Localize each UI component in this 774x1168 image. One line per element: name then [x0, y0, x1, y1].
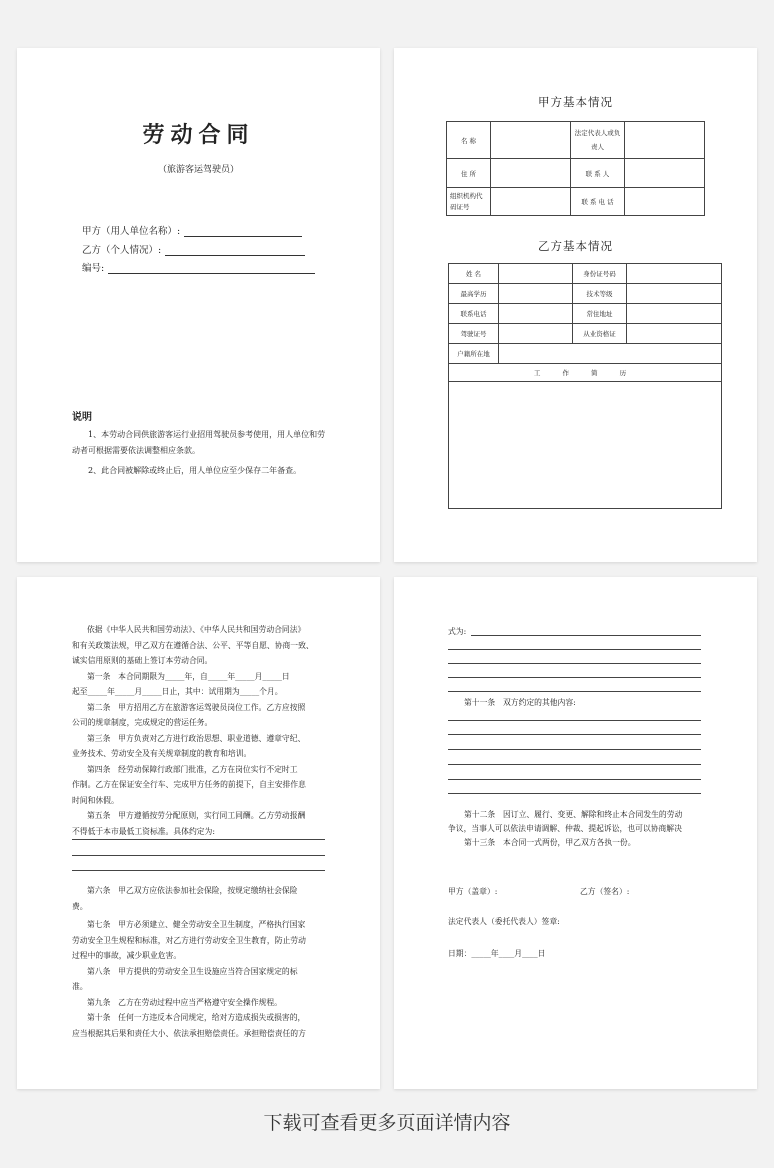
body-line: 作制。乙方在保证安全行车、完成甲方任务的前提下，自主安排作息: [72, 780, 306, 789]
body-line: 劳动安全卫生规程和标准，对乙方进行劳动安全卫生教育，防止劳动: [72, 936, 306, 945]
table-row: [449, 304, 722, 324]
blank-line: [72, 839, 325, 840]
table-cell: 技术等级: [573, 284, 627, 304]
contract-subtitle: （旅游客运驾驶员）: [157, 165, 239, 175]
blank-line: [448, 734, 701, 735]
table-row: [447, 159, 705, 188]
body-line: 公司的规章制度，完成规定的营运任务。: [72, 718, 213, 727]
table-cell: [625, 122, 705, 159]
blank-line: [448, 663, 701, 664]
body-line: 第三条 甲方负责对乙方进行政治思想、职业道德、遵章守纪、: [87, 734, 306, 743]
sign-date: 日期：_____年____月____日: [448, 949, 546, 958]
blank-line: [72, 870, 325, 871]
table-cell: [627, 304, 722, 324]
body-line: 起至_____年_____月_____日止，其中：试用期为_____个月。: [72, 687, 283, 696]
article-11: 第十一条 双方约定的其他内容:: [464, 698, 576, 707]
blank-line: [165, 245, 305, 256]
article-12-cont: 争议，当事人可以依法申请调解、仲裁、提起诉讼，也可以协商解决: [448, 824, 682, 833]
article-13: 第十三条 本合同一式两份，甲乙双方各执一份。: [464, 838, 636, 847]
blank-line: [448, 649, 701, 650]
blank-line: [448, 779, 701, 780]
body-line: 第六条 甲乙双方应依法参加社会保险，按规定缴纳社会保险: [87, 886, 298, 895]
body-line: 第十条 任何一方违反本合同规定，给对方造成损失或损害的，: [87, 1013, 306, 1022]
body-line: 业务技术、劳动安全及有关规章制度的教育和培训。: [72, 749, 252, 758]
table-cell: 从业资格证: [573, 324, 627, 344]
party-b-title: 乙方基本情况: [538, 239, 613, 253]
table-row: [449, 324, 722, 344]
body-line: 诚实信用原则的基础上签订本劳动合同。: [72, 656, 213, 665]
party-a-title: 甲方基本情况: [538, 95, 613, 109]
blank-line: [72, 855, 325, 856]
table-cell: 联 系 电 话: [571, 188, 625, 216]
body-line: 第一条 本合同期限为_____年，自_____年_____月_____日: [87, 672, 290, 681]
blank-line: [108, 263, 315, 274]
body-line: 不得低于本市最低工资标准。具体约定为:: [72, 827, 215, 836]
note-item: 1、本劳动合同供旅游客运行业招用驾驶员参考使用，用人单位和劳动者可根据需要依法调整相应条款。: [72, 430, 326, 455]
table-cell: 最高学历: [449, 284, 499, 304]
contract-title: 劳动合同: [142, 123, 255, 148]
body-line: 依据《中华人民共和国劳动法》、《中华人民共和国劳动合同法》: [87, 625, 306, 634]
field-label: 甲方（用人单位名称）:: [82, 226, 181, 237]
sign-party-b: 乙方（签名）:: [580, 887, 630, 896]
body-line: 第八条 甲方提供的劳动安全卫生设施应当符合国家规定的标: [87, 967, 298, 976]
table-cell: 工 作 简 历: [449, 364, 722, 382]
blank-line: [448, 691, 701, 692]
table-cell: 常住地址: [573, 304, 627, 324]
blank-line: [448, 749, 701, 750]
field-label: 乙方（个人情况）:: [82, 245, 162, 256]
article-12: 第十二条 因订立、履行、变更、解除和终止本合同发生的劳动: [464, 810, 683, 819]
table-cell: [449, 382, 722, 509]
table-row: [447, 188, 705, 216]
table-cell: [491, 159, 571, 188]
table-cell: [627, 324, 722, 344]
party-a-table: [446, 121, 705, 216]
body-line: 第二条 甲方招用乙方在旅游客运驾驶员岗位工作。乙方应按照: [87, 703, 306, 712]
sign-party-a: 甲方（盖章）:: [448, 887, 498, 896]
contract-end-page: [394, 577, 757, 1089]
table-cell: [627, 284, 722, 304]
legal-rep-sign: 法定代表人（委托代表人）签章:: [448, 917, 560, 926]
download-prompt: 下载可查看更多页面详情内容: [263, 1112, 511, 1134]
table-cell: 名 称: [447, 122, 491, 159]
body-line: 第四条 经劳动保障行政部门批准，乙方在岗位实行不定时工: [87, 765, 298, 774]
table-cell: [625, 188, 705, 216]
body-line: 第九条 乙方在劳动过程中应当严格遵守安全操作规程。: [87, 998, 282, 1007]
blank-line: [184, 226, 302, 237]
body-line: 第七条 甲方必须建立、健全劳动安全卫生制度，严格执行国家: [87, 920, 306, 929]
table-cell: 身份证号码: [573, 264, 627, 284]
blank-line: [448, 677, 701, 678]
table-cell: [499, 264, 573, 284]
body-line: 费。: [72, 902, 88, 911]
table-cell: 联 系 人: [571, 159, 625, 188]
table-cell: 法定代表人或负责人: [571, 122, 625, 159]
blank-line: [448, 793, 701, 794]
table-row: [449, 382, 722, 509]
table-row: [447, 122, 705, 159]
table-cell: [627, 264, 722, 284]
body-line: 和有关政策法规，甲乙双方在遵循合法、公平、平等自愿、协商一致、: [72, 641, 314, 650]
table-cell: 户籍所在地: [449, 344, 499, 364]
blank-line: [471, 635, 701, 636]
table-cell: [499, 324, 573, 344]
contract-body-page: [17, 577, 380, 1089]
blank-line: [448, 720, 701, 721]
table-row: [449, 364, 722, 382]
info-page: [394, 48, 757, 562]
table-cell: [491, 188, 571, 216]
body-line: 时间和休假。: [72, 796, 119, 805]
field-party-b: [82, 242, 305, 256]
body-line: 式为:: [448, 627, 467, 636]
table-cell: 姓 名: [449, 264, 499, 284]
cover-page: [17, 48, 380, 562]
body-line: 第五条 甲方遵循按劳分配原则，实行同工同酬。乙方劳动报酬: [87, 811, 306, 820]
table-cell: 驾驶证号: [449, 324, 499, 344]
field-number: [82, 260, 315, 274]
table-cell: [499, 304, 573, 324]
body-line: 过程中的事故，减少职业危害。: [72, 951, 182, 960]
table-cell: [499, 344, 722, 364]
table-cell: 联系电话: [449, 304, 499, 324]
note-heading: 说明: [72, 412, 92, 423]
field-party-a: [82, 223, 302, 237]
table-cell: [499, 284, 573, 304]
body-line: 应当根据其后果和责任大小、依法承担赔偿责任。承担赔偿责任的方: [72, 1029, 306, 1038]
field-label: 编号:: [82, 263, 105, 274]
table-row: [449, 264, 722, 284]
table-cell: 住 所: [447, 159, 491, 188]
table-cell: [625, 159, 705, 188]
table-row: [449, 284, 722, 304]
party-b-table: [448, 263, 722, 509]
table-cell: 组织机构代码证号: [447, 188, 491, 216]
note-item: 2、此合同被解除或终止后，用人单位应至少保存二年备查。: [88, 466, 302, 475]
table-row: [449, 344, 722, 364]
body-line: 准。: [72, 982, 88, 991]
blank-line: [448, 764, 701, 765]
table-cell: [491, 122, 571, 159]
